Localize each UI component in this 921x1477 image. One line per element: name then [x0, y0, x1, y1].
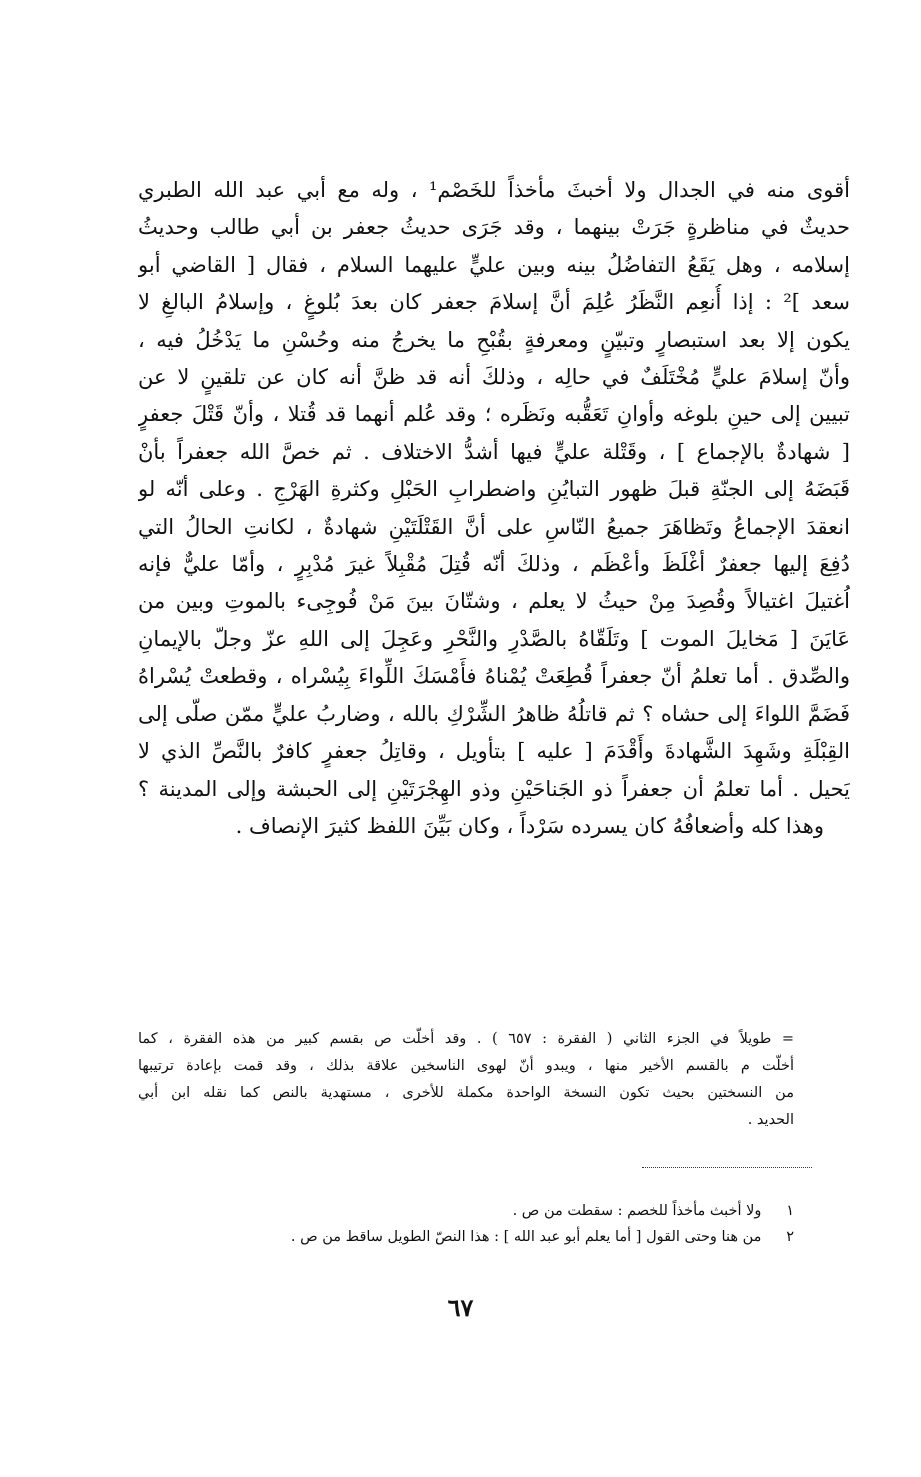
text-line: اُغتيلَ اغتيالاً وقُصِدَ مِنْ حيثُ لا يعلم ، وشتّانَ بينَ مَنْ فُوجِىء بالموتِ وبين من	[138, 589, 850, 614]
text-line: إسلامه ، وهل يَقَعُ التفاضُلُ بينه وبين عليٍّ عليهما السلام ، فقال [ القاضي أبو	[138, 252, 850, 277]
footnote-number: ٢	[786, 1229, 794, 1245]
footnote-item	[138, 1198, 794, 1224]
text-line: أقوى منه في الجدال ولا أخبثَ مأخذاً للخَصْم¹ ، وله مع أبي عبد الله الطبري	[138, 178, 850, 202]
text-line: دُفِعَ إليها جعفرٌ أغْلَظَ وأعْظَم ، وذلكَ أنّه قُتِلَ مُقْبِلاً غيرَ مُدْبِرٍ ، وأمّا عليٌّ فإنه	[138, 552, 850, 577]
footnote-text: ولا أخبث مأخذاً للخصم : سقطت من ص .	[512, 1203, 762, 1219]
text-line: والصِّدق . أما تعلمُ أنّ جعفراً قُطِعَتْ يُمْناهُ فأَمْسَكَ اللِّواءَ بِيُسْراه ، وقطعتْ يُسْراهُ	[138, 664, 850, 689]
text-line: القِبْلَةِ وشَهِدَ الشَّهادةَ وأَقْدَمَ [ عليه ] بتأويل ، وقاتِلُ جعفرٍ كافرٌ بالنَّصِّ الذي لا	[138, 739, 850, 764]
footnotes	[138, 1198, 794, 1250]
footnote-line: أخلّت م بالقسم الأخير منها ، ويبدو أنّ لهوى الناسخين علاقة بذلك ، وقد قمت بإعادة ترتيبها	[138, 1058, 794, 1074]
text-line: فَضَمَّ اللواءَ إلى حشاه ؟ ثم قاتلُهُ ظاهرُ الشِّرْكِ بالله ، وضاربُ عليٍّ ممّن صلّى إلى	[138, 701, 850, 726]
footnote-line: الحديد .	[747, 1112, 794, 1128]
footnote-text: من هنا وحتى القول [ أما يعلم أبو عبد الله ] : هذا النصّ الطويل ساقط من ص .	[290, 1229, 762, 1245]
footnote-line: من النسختين بحيث تكون النسخة الواحدة مكملة للأخرى ، مستهدية بالنص كما نقله ابن أبي	[138, 1085, 794, 1101]
page-number: ٦٧	[447, 1293, 474, 1322]
text-line: تبيين إلى حينِ بلوغه وأوانِ تَعَقُّبه ونَظَره ؛ وقد عُلم أنهما قد قُتلا ، وأنّ قَتْلَ جعفرٍ	[138, 402, 850, 427]
text-line: يكون إلا بعد استبصارٍ وتبيّنٍ ومعرفةٍ بقُبْحِ ما يخرجُ منه وحُسْنِ ما يَدْخُلُ فيه ،	[138, 327, 850, 352]
footnote-separator	[642, 1167, 812, 1168]
text-line: انعقدَ الإجماعُ وتَظاهَرَ جميعُ النّاسِ على أنَّ القَتْلَتَيْنِ شهادةٌ ، لكانتِ الحالُ التي	[138, 514, 850, 539]
text-line: قَبَضَهُ إلى الجنّةِ قبلَ ظهور التبايُنِ واضطرابِ الحَبْلِ وكثرةِ الهَرْجِ . وعلى أنّه لو	[138, 477, 850, 502]
text-line: يَحيل . أما تعلمُ أن جعفراً ذو الجَناحَيْنِ وذو الهِجْرَتَيْنِ إلى الحبشة وإلى المدينة ؟	[138, 776, 850, 801]
footnote-number: ١	[786, 1203, 794, 1219]
continued-footnote	[138, 1026, 794, 1134]
text-line: حديثٌ في مناظرةٍ جَرَتْ بينهما ، وقد جَرَى حديثُ جعفر بن أبي طالب وحديثُ	[138, 215, 850, 240]
text-line: عَايَنَ [ مَخايلَ الموت ] وتَلَقّاهُ بالصَّدْرِ والنَّحْرِ وعَجِلَ إلى اللهِ عزّ وجلّ بالإيمانِ	[138, 626, 850, 651]
text-line: وأنّ إسلامَ عليٍّ مُخْتَلَفٌ في حالِه ، وذلكَ أنه قد ظنَّ أنه كان عن تلقينٍ لا عن	[138, 365, 850, 390]
footnote-item	[138, 1224, 794, 1250]
text-line: سعد ]² : إذا أُنعِم النَّظَرُ عُلِمَ أنَّ إسلامَ جعفر كان بعدَ بُلوغٍ ، وإسلامُ البالغِ لا	[138, 290, 850, 315]
text-line: [ شهادةٌ بالإجماع ] ، وقَتْلة عليٍّ فيها أشدُّ الاختلاف . ثم خصَّ الله جعفراً بأنْ	[138, 439, 850, 464]
text-line: وهذا كله وأضعافُهُ كان يسرده سَرْداً ، وكان بَيِّنَ اللفظ كثيرَ الإنصاف .	[235, 813, 824, 838]
footnote-line: = طويلاً في الجزء الثاني ( الفقرة : ٦٥٧ ) . وقد أخلّت ص بقسم كبير من هذه الفقرة ، كما	[138, 1031, 794, 1047]
main-text-block	[138, 172, 850, 845]
